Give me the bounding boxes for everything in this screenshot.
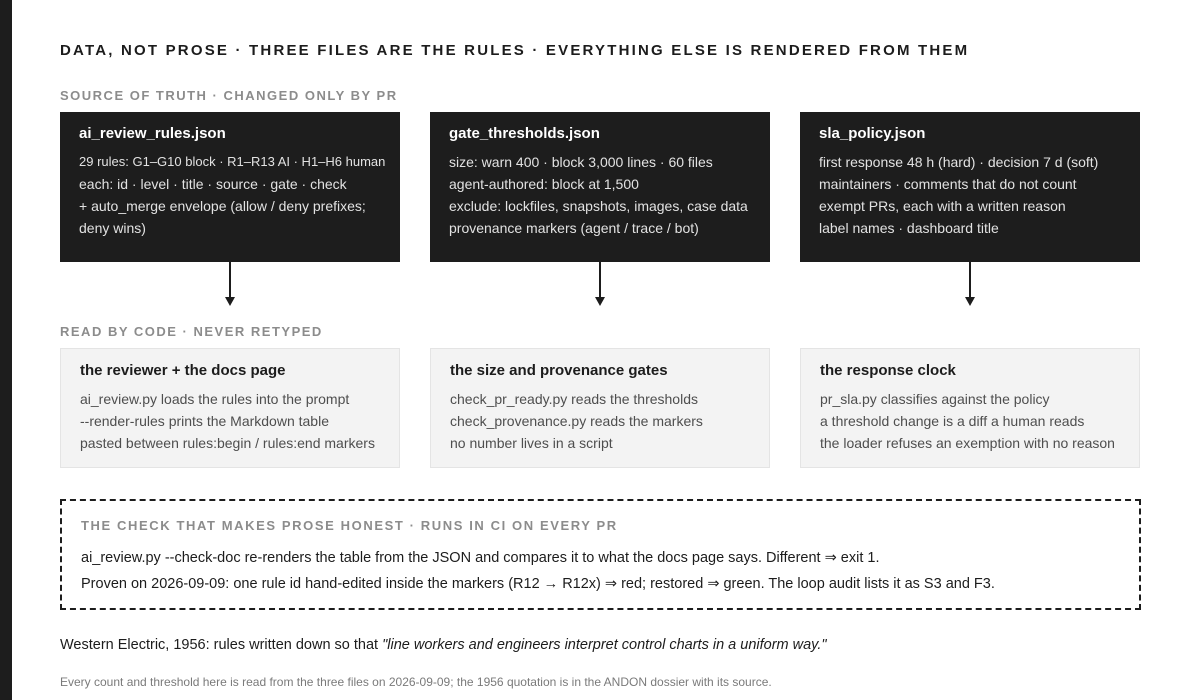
sla-file-box: [800, 112, 1140, 262]
consumer-title: the size and provenance gates: [450, 362, 668, 379]
footnote: Every count and threshold here is read from the three files on 2026-09-09; the 1956 quotation is in the ANDON dossier with its source.: [60, 675, 772, 689]
thresholds-file-box: [430, 112, 770, 262]
down-arrow-icon: [595, 262, 605, 306]
consumer-line: pr_sla.py classifies against the policy: [820, 391, 1050, 407]
file-line: deny wins): [79, 220, 146, 236]
read-by-code-label: READ BY CODE · NEVER RETYPED: [60, 324, 323, 339]
ci-check-box: [60, 499, 1141, 610]
file-line: provenance markers (agent / trace / bot): [449, 220, 699, 236]
consumer-line: no number lives in a script: [450, 435, 613, 451]
file-title: gate_thresholds.json: [449, 125, 600, 142]
quote-line: [60, 637, 827, 653]
source-of-truth-label: SOURCE OF TRUTH · CHANGED ONLY BY PR: [60, 88, 398, 103]
file-title: sla_policy.json: [819, 125, 926, 142]
ci-check-line: ai_review.py --check-doc re-renders the table from the JSON and compares it to what the docs page says. Different ⇒ exit 1.: [81, 550, 880, 566]
file-line: exclude: lockfiles, snapshots, images, case data: [449, 198, 748, 214]
file-line: exempt PRs, each with a written reason: [819, 198, 1066, 214]
consumer-line: check_pr_ready.py reads the thresholds: [450, 391, 698, 407]
consumer-line: check_provenance.py reads the markers: [450, 413, 703, 429]
consumer-line: pasted between rules:begin / rules:end markers: [80, 435, 375, 451]
left-edge-bar: [0, 0, 12, 700]
file-line: + auto_merge envelope (allow / deny prefixes;: [79, 198, 366, 214]
file-title: ai_review_rules.json: [79, 125, 226, 142]
file-line: agent-authored: block at 1,500: [449, 176, 639, 192]
rules-file-box: [60, 112, 400, 262]
ci-check-line: Proven on 2026-09-09: one rule id hand-edited inside the markers (R12 → R12x) ⇒ red; restored ⇒ green. The loop audit lists it as S3 and F3.: [81, 576, 995, 592]
ci-check-label: THE CHECK THAT MAKES PROSE HONEST · RUNS IN CI ON EVERY PR: [81, 518, 618, 533]
consumer-title: the reviewer + the docs page: [80, 362, 286, 379]
clock-consumer-box: [800, 348, 1140, 468]
down-arrow-icon: [225, 262, 235, 306]
gates-consumer-box: [430, 348, 770, 468]
consumer-title: the response clock: [820, 362, 956, 379]
consumer-line: --render-rules prints the Markdown table: [80, 413, 329, 429]
file-line: maintainers · comments that do not count: [819, 176, 1077, 192]
consumer-line: the loader refuses an exemption with no reason: [820, 435, 1115, 451]
reviewer-consumer-box: [60, 348, 400, 468]
file-line: each: id · level · title · source · gate · check: [79, 176, 347, 192]
consumer-line: ai_review.py loads the rules into the prompt: [80, 391, 350, 407]
file-line: first response 48 h (hard) · decision 7 d (soft): [819, 154, 1099, 170]
quote-text: "line workers and engineers interpret control charts in a uniform way.": [382, 637, 827, 653]
consumer-line: a threshold change is a diff a human reads: [820, 413, 1085, 429]
page-title: DATA, NOT PROSE · THREE FILES ARE THE RULES · EVERYTHING ELSE IS RENDERED FROM THEM: [60, 42, 970, 59]
file-line: 29 rules: G1–G10 block · R1–R13 AI · H1–H6 human: [79, 154, 386, 169]
quote-prefix: Western Electric, 1956: rules written down so that: [60, 637, 383, 653]
down-arrow-icon: [965, 262, 975, 306]
file-line: size: warn 400 · block 3,000 lines · 60 files: [449, 154, 713, 170]
file-line: label names · dashboard title: [819, 220, 999, 236]
